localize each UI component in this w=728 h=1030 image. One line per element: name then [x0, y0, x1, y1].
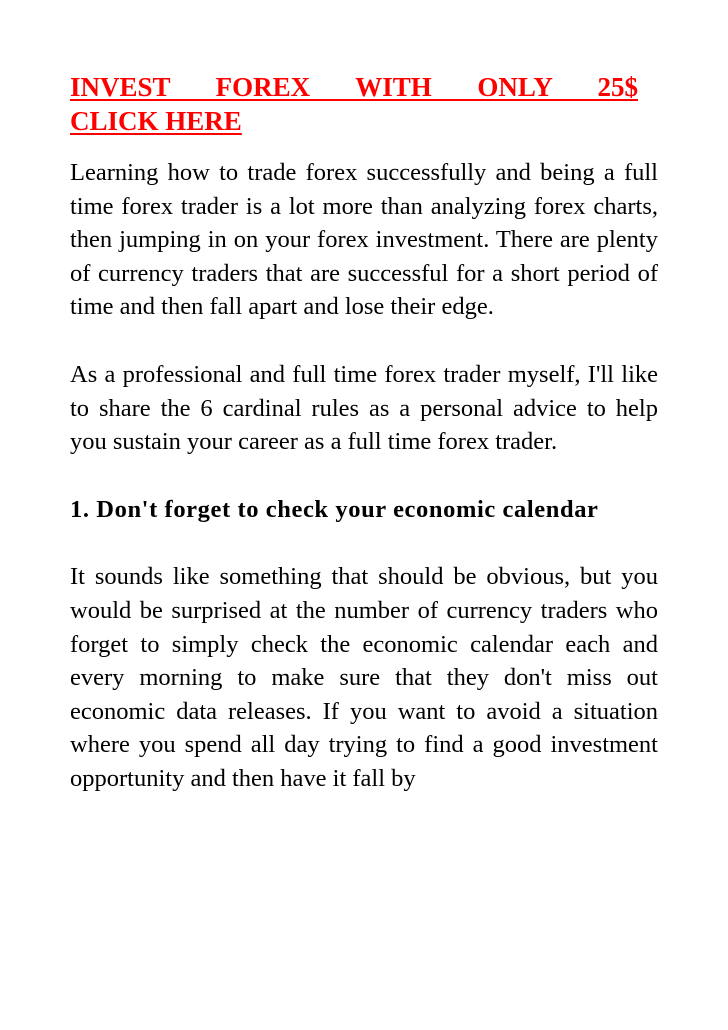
invest-forex-link[interactable]: INVEST FOREX WITH ONLY 25$ [70, 72, 638, 102]
click-here-link[interactable]: CLICK HERE [70, 106, 242, 136]
rule-1-heading: 1. Don't forget to check your economic calendar [70, 495, 599, 523]
spacer [70, 526, 658, 560]
intro-paragraph: Learning how to trade forex successfully and being a full time forex trader is a lot more than analyzing forex charts, then jumping in on your forex investment. There are plenty of currency traders that are successful for a short period of time and then fall apart and lose their edge. [70, 159, 658, 321]
rule-1-body: It sounds like something that should be obvious, but you would be surprised at the number of currency traders who forget to simply check the economic calendar each and every morning to make sure that they don't miss out economic data releases. If you want to avoid a situation where you spend all day trying to find a good investment opportunity and then have it fall by [70, 563, 658, 792]
document-page [70, 70, 658, 796]
spacer [70, 138, 658, 156]
professional-paragraph: As a professional and full time forex trader myself, I'll like to share the 6 cardinal rules as a personal advice to help you sustain your career as a full time forex trader. [70, 360, 658, 456]
spacer [70, 324, 658, 358]
spacer [70, 459, 658, 493]
